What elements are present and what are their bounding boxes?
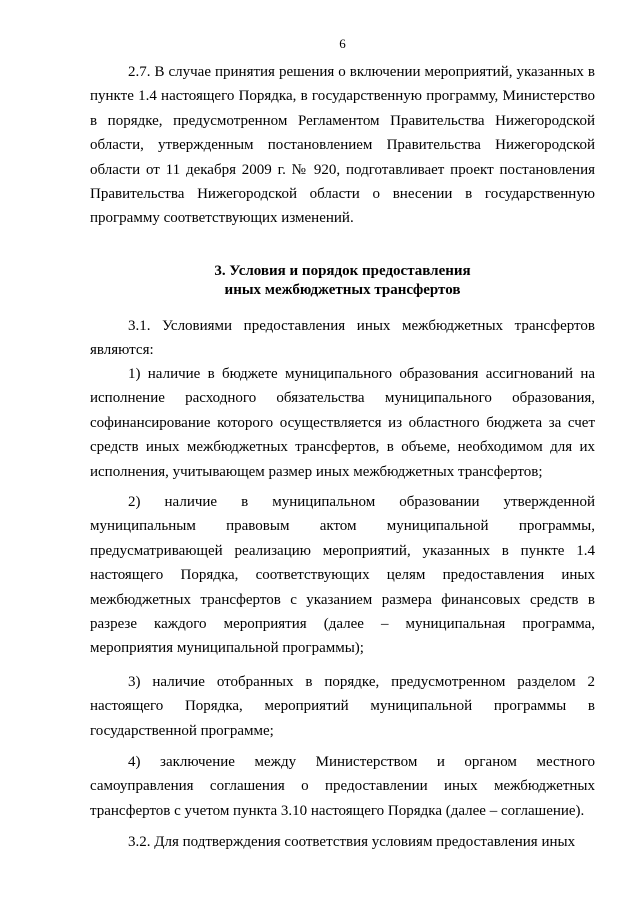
section-heading-line-2: иных межбюджетных трансфертов bbox=[224, 282, 461, 298]
paragraph-condition-4: 4) заключение между Министерством и органом местного самоуправления соглашения о предоставлении иных межбюджетных трансфертов с учетом пункта 3.10 настоящего Порядка (далее – соглашение). bbox=[90, 754, 595, 819]
paragraph-3-2: 3.2. Для подтверждения соответствия условиям предоставления иных bbox=[128, 834, 576, 850]
page-number: 6 bbox=[339, 36, 346, 51]
section-heading bbox=[90, 262, 595, 300]
section-heading-line-1: 3. Условия и порядок предоставления bbox=[214, 263, 471, 279]
paragraph-2-7: 2.7. В случае принятия решения о включении мероприятий, указанных в пункте 1.4 настоящего Порядка, в государственную программу, Министерство в порядке, предусмотренном Регламентом Правительства Нижегородской области, утвержденным постановлением Правительства Нижегородской области от 11 декабря 2009 г. № 920, подготавливает проект постановления Правительства Нижегородской области о внесении в государственную программу соответствующих изменений. bbox=[90, 64, 595, 227]
paragraph-condition-2: 2) наличие в муниципальном образовании утвержденной муниципальным правовым актом муниципальной программы, предусматривающей реализацию мероприятий, указанных в пункте 1.4 настоящего Порядка, соответствующих целям предоставления иных межбюджетных трансфертов с указанием размера финансовых средств в разрезе каждого мероприятия (далее – муниципальная программа, мероприятия муниципальной программы); bbox=[90, 494, 595, 657]
paragraph-condition-1: 1) наличие в бюджете муниципального образования ассигнований на исполнение расходного обязательства муниципального образования, софинансирование которого осуществляется из областного бюджета за счет средств иных межбюджетных трансфертов, в объеме, необходимом для их исполнения, учитывающем размер иных межбюджетных трансфертов; bbox=[90, 366, 595, 480]
paragraph-condition-3: 3) наличие отобранных в порядке, предусмотренном разделом 2 настоящего Порядка, мероприятий муниципальной программы в государственной программе; bbox=[90, 674, 595, 739]
paragraph-3-1: 3.1. Условиями предоставления иных межбюджетных трансфертов являются: bbox=[90, 318, 595, 359]
